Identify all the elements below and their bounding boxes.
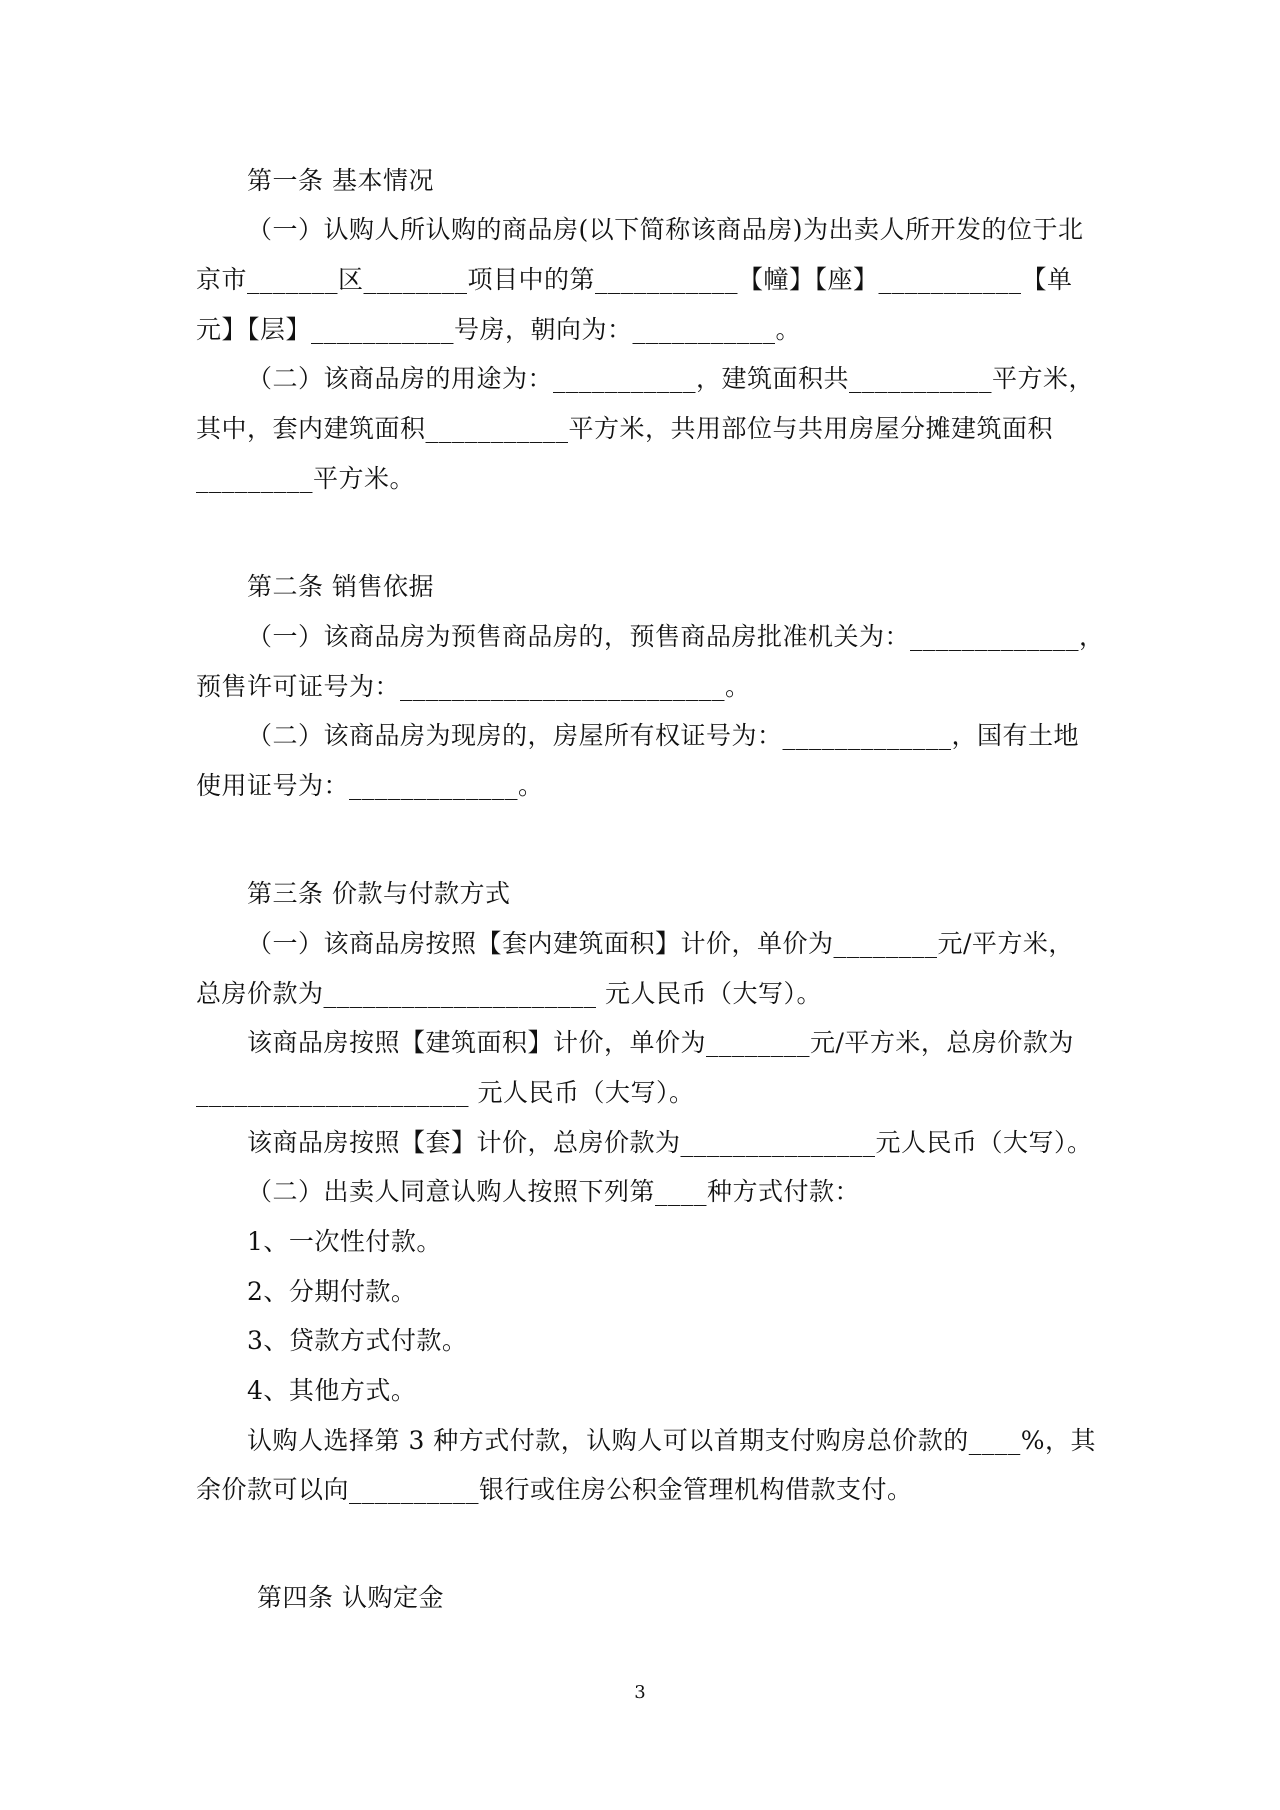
paragraph-line: （二）该商品房为现房的，房屋所有权证号为：_____________，国有土地: [247, 721, 1080, 750]
paragraph-line: 元】【层】___________号房，朝向为：___________。: [196, 315, 802, 344]
paragraph-line: 京市_______区________项目中的第___________【幢】【座】___________【单: [196, 265, 1073, 294]
paragraph-line: 使用证号为：_____________。: [196, 771, 544, 800]
article-4-heading: 第四条 认购定金: [257, 1583, 444, 1612]
list-item: 4、其他方式。: [247, 1376, 417, 1405]
paragraph-line: 认购人选择第 3 种方式付款，认购人可以首期支付购房总价款的____%，其: [247, 1426, 1097, 1455]
article-3-heading: 第三条 价款与付款方式: [247, 879, 511, 908]
paragraph-line: 余价款可以向__________银行或住房公积金管理机构借款支付。: [196, 1475, 913, 1504]
paragraph-line: （一）该商品房为预售商品房的，预售商品房批准机关为：_____________，: [247, 622, 1105, 651]
paragraph-line: 其中，套内建筑面积___________平方米，共用部位与共用房屋分摊建筑面积: [196, 414, 1054, 443]
paragraph-line: （一）该商品房按照【套内建筑面积】计价，单价为________元/平方米，: [247, 929, 1074, 958]
article-2-heading: 第二条 销售依据: [247, 572, 434, 601]
list-item: 3、贷款方式付款。: [247, 1326, 468, 1355]
paragraph-line: 预售许可证号为：_________________________。: [196, 672, 751, 701]
page-number: 3: [634, 1682, 646, 1703]
paragraph-line: 总房价款为_____________________ 元人民币（大写）。: [196, 979, 822, 1008]
paragraph-line: 该商品房按照【建筑面积】计价，单价为________元/平方米，总房价款为: [247, 1028, 1074, 1057]
paragraph-line: （一）认购人所认购的商品房(以下简称该商品房)为出卖人所开发的位于北: [247, 215, 1084, 244]
paragraph-line: （二）出卖人同意认购人按照下列第____种方式付款：: [247, 1177, 861, 1206]
paragraph-line: 该商品房按照【套】计价，总房价款为_______________元人民币（大写）。: [247, 1128, 1093, 1157]
paragraph-line: _________平方米。: [196, 464, 416, 493]
article-1-heading: 第一条 基本情况: [247, 166, 434, 195]
list-item: 2、分期付款。: [247, 1277, 417, 1306]
list-item: 1、一次性付款。: [247, 1227, 442, 1256]
paragraph-line: （二）该商品房的用途为：___________，建筑面积共___________平方米，: [247, 364, 1095, 393]
paragraph-line: _____________________ 元人民币（大写）。: [196, 1078, 695, 1107]
